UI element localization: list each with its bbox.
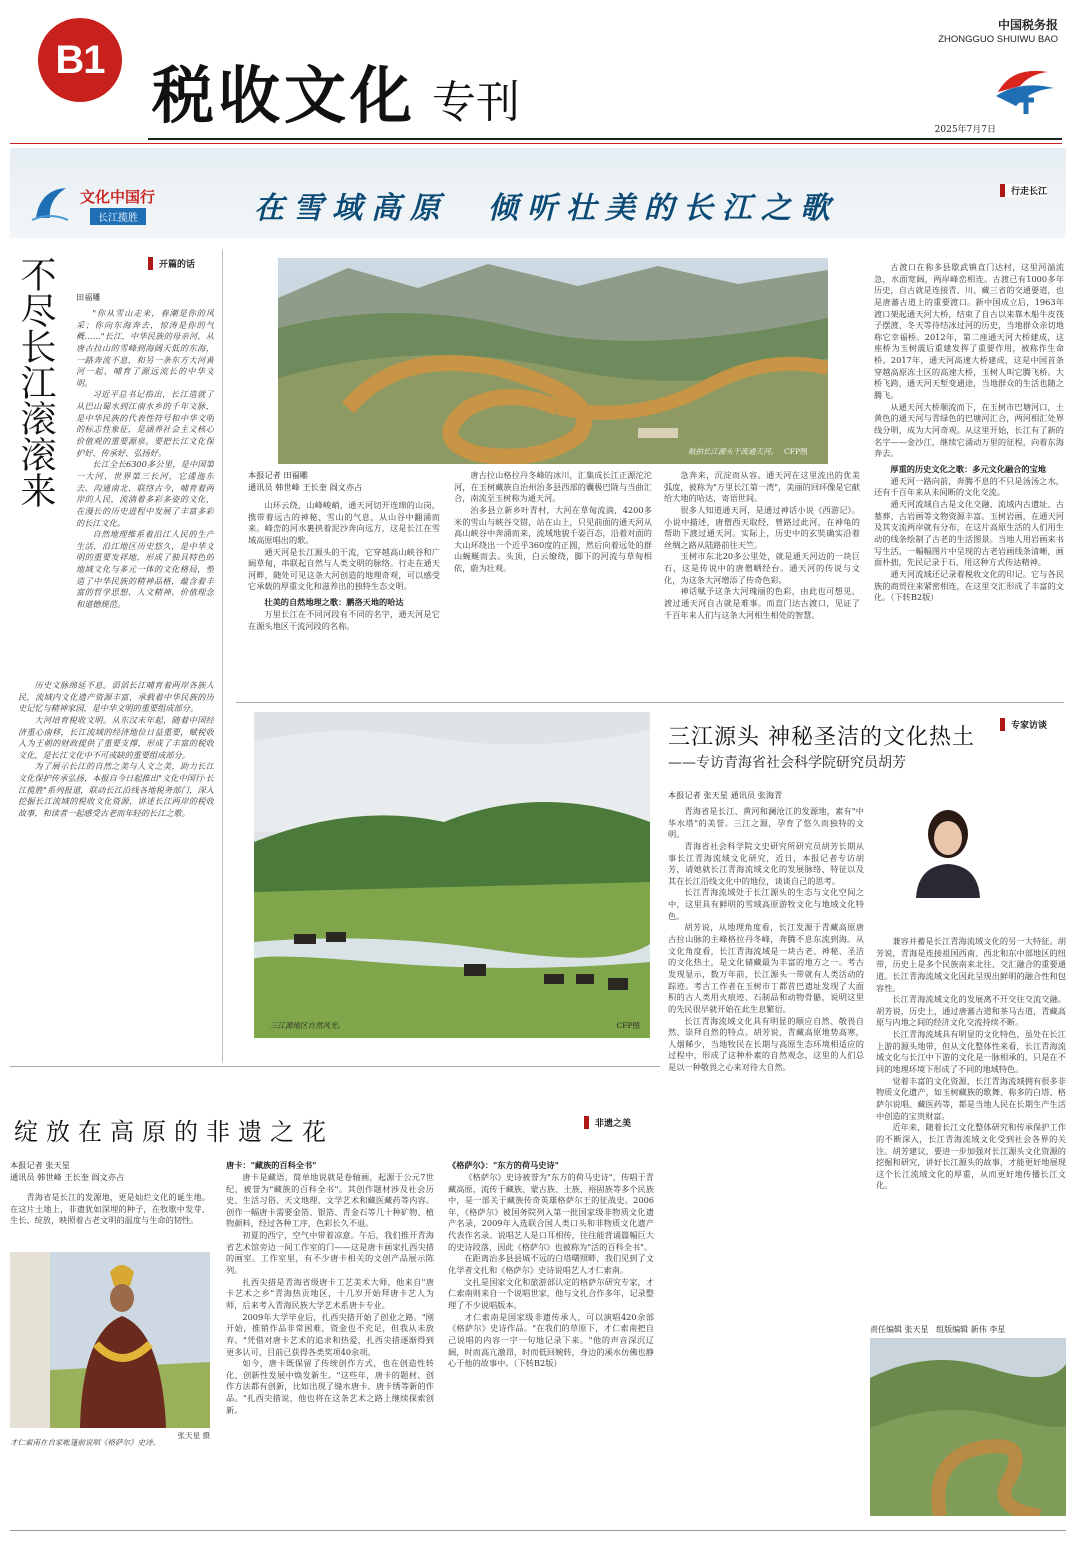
article3-byline-correspondents: 通讯员 韩世峰 王长奎 阎文亦占 bbox=[10, 1171, 125, 1182]
article1-paragraph: 治多县立新乡叶青村，大河在草甸流淌，4200多米的雪山与峡谷交错，站在山上，只见前面的通天河从高山峡谷中奔涌而来，流域地貌千姿百态，沿着对面的大山环绕出一个近乎360度的正圆，然后向着远处的群山蜿蜒而去。头顶，白云缭绕，脚下的河流与草甸相依，蔚为壮观。 bbox=[454, 504, 652, 574]
river-photo-credit: CFP图 bbox=[784, 447, 808, 456]
expert-byline: 本报记者 张天星 通讯员 张海青 bbox=[668, 790, 783, 800]
article3-paragraph: 才仁索南是国家级非遗传承人，可以演唱420余部《格萨尔》史诗作品。"在我们的草原下，才仁索南把自己说唱的内容一字一句地记录下来。"他的声音深沉辽阔，时而高亢激昂，时而低回婉转，身边的溪水仿佛也静心于他的故事中。（下转B2版） bbox=[448, 1311, 654, 1369]
brand-line2: 长江揽胜 bbox=[90, 208, 146, 225]
brand-line1: 文化中国行 bbox=[80, 188, 156, 206]
article1-byline bbox=[248, 470, 362, 494]
opener-paragraph: 习近平总书记指出，长江造就了从巴山蜀水到江南水乡的千年文脉，是中华民族的代表性符号和中华文明的标志性象征，是涵养社会主义核心价值观的重要源泉。要把长江文化保护好、传承好、弘扬好。 bbox=[76, 389, 214, 458]
river-photo-caption: 航拍长江源头干流通天河。 bbox=[688, 447, 778, 456]
brand-logo bbox=[30, 184, 170, 230]
section-title-suffix: 专刊 bbox=[432, 77, 521, 128]
opener-kicker: 开篇的话 bbox=[148, 257, 195, 270]
expert-portrait bbox=[906, 794, 990, 898]
opener-paragraph: 大河培育税收文明。从东汉末年起，随着中国经济重心南移，长江流域的经济地位日益重要，赋税收入为王朝的财政提供了重要支撑，形成了丰富的税收文化，是长江文化中不可或缺的重要组成部分。 bbox=[18, 714, 214, 760]
expert-col1 bbox=[668, 806, 864, 1312]
article3-paragraph: 在距离治多县县城不远的白塔曙照畔，我们见到了文化学者文扎和《格萨尔》史诗说唱艺人才仁索南。 bbox=[448, 1253, 654, 1276]
expert-col2 bbox=[876, 936, 1066, 1316]
article1-col3 bbox=[664, 470, 860, 696]
expert-paragraph: 近年来，随着长江文化整体研究和传承保护工作的不断深入，长江青海流域文化受到社会各界的关注。胡芳建议，要进一步加强对长江源头文化资源的挖掘和研究，讲好长江源头的故事，才能更好地展现这个长江流域文化的厚重，从而更好地传播长江文化。 bbox=[876, 1122, 1066, 1191]
article3-paragraph: 唐卡是藏语，简单地说就是卷轴画，起源于公元7世纪，被誉为"藏族的百科全书"。其创作题材涉及社会历史、生活习俗、天文地理、文学艺术和藏医藏药等内容。创作一幅唐卡需要金箔、银箔、青金石等几十种矿物、植物颜料，经过各种工序，色彩长久不退。 bbox=[226, 1171, 434, 1229]
article1-byline-correspondents: 通讯员 韩世峰 王长奎 阎文亦占 bbox=[248, 481, 363, 492]
article3-lead-paragraph: 青海省是长江的发源地，更是灿烂文化的诞生地。在这片土地上，非遗犹如深埋的种子，在牧歌中发芽、生长、绽放，映照着古老文明的温度与生命的韧性。 bbox=[10, 1192, 210, 1226]
page-number-badge bbox=[38, 18, 122, 102]
article1-paragraph: 很多人知道通天河，是通过神话小说《西游记》。小说中描述，唐僧西天取经，曾路过此河，在神龟的帮助下渡过通天河。实际上，历史中的玄奘确实沿着丝绸之路从陆路前往天竺。 bbox=[664, 504, 860, 550]
expert-title: 三江源头 神秘圣洁的文化热土 bbox=[668, 725, 975, 750]
expert-paragraph: 长江青海流域文化的发展离不开交往交流交融。胡芳说，历史上，通过唐蕃古道和茶马古道，青藏高原与内地之间的经济文化交流持续不断。 bbox=[876, 994, 1066, 1028]
article1-paragraph: 通天河是长江源头的干流，它穿越高山峡谷和广阔草甸，串联起自然与人类文明的脉络。行走在通天河畔，随处可见这条大河创造的地理奇观，可以感受它承载的厚重文化和滋养出的独特生态文明。 bbox=[248, 546, 440, 592]
masthead-rule bbox=[148, 138, 1062, 140]
article1-byline-reporter: 本报记者 田福雕 bbox=[248, 470, 308, 480]
article3-subhead-gesar: 《格萨尔》："东方的荷马史诗" bbox=[448, 1160, 559, 1170]
expert-subtitle: ——专访青海省社会科学院研究员胡芳 bbox=[668, 755, 906, 771]
article1-paragraph: 通天河流域自古是文化交融、流域内古遗址、古墓葬、古岩画等文物资源丰富。玉树岩画，在通天河及其支流两岸就有分布，在这片高原生活的人们用生动的线条绘制了古老的生活图景。当地人用岩画来书写生活，一幅幅图片中呈现的古老岩画线条清晰，画面朴拙，先民记录于石，用这种方式传达精神。 bbox=[874, 499, 1064, 568]
tax-logo bbox=[990, 62, 1060, 118]
issue-date: 2025年7月7日 bbox=[934, 125, 996, 135]
expert-paragraph: 长江青海流域文化具有明显的顺应自然、敬畏自然、崇拜自然的特点。胡芳说，青藏高原地势高寒，人烟稀少，当地牧民在长期与高原生态环境相适应的过程中，形成了这种朴素的自然观念，这里的人们总是以一种敬畏之心来对待大自然。 bbox=[668, 1015, 864, 1073]
opener-paragraph: 为了展示长江的自然之美与人文之美，助力长江文化保护传承弘扬，本报自今日起推出"文化中国行·长江揽胜"系列报道，联动长江沿线各地税务部门，深入挖掘长江流域的税收文化资源，讲述长江两岸的税收故事，和读者一起感受古老而年轻的长江之歌。 bbox=[18, 761, 214, 819]
page-footer-rule bbox=[10, 1530, 1066, 1531]
opener-paragraph: "你从雪山走来，春潮是你的风采；你向东海奔去，惊涛是你的气概……"长江，中华民族的母亲河，从唐古拉山的雪峰到海阔天低的东海，一路奔流不息，和另一条东方大河黄河一起，哺育了源远流长的中华文明。 bbox=[76, 308, 214, 388]
article3-paragraph: 2009年大学毕业后，扎西尖措开始了创业之路。"刚开始，推销作品非常困难，资金也不充足，但我从未放弃。"凭借对唐卡艺术的追求和热爱，扎西尖措逐渐得到更多认可，目前已获得各类奖项40余项。 bbox=[226, 1311, 434, 1357]
column-divider bbox=[222, 250, 223, 1062]
article3-paragraph: 扎西尖措是青海省级唐卡工艺美术大师，他来自"唐卡艺术之乡"青海热贡地区，十几岁开始拜唐卡艺人为师，后来考入青海民族大学艺术系唐卡专业。 bbox=[226, 1276, 434, 1310]
editor-credits: 责任编辑 张天星 组版编辑 新伟 李星 bbox=[870, 1325, 1006, 1334]
storyteller-caption-box bbox=[10, 1430, 210, 1466]
article1-paragraph: 急奔来，沉淀而从容。通天河在这里流出的优美弧度，被称为"万里长江第一湾"，美丽的回环像是它献给大地的哈达，寄语世间。 bbox=[664, 470, 860, 504]
expert-paragraph: 青海省社会科学院文史研究所研究员胡芳长期从事长江青海流域文化研究，近日，本报记者专访胡芳，请她就长江青海流域文化的发展脉络、特征以及其在长江沿线文化中的地位，谈谈自己的思考。 bbox=[668, 840, 864, 886]
opener-paragraph: 自然地理维系着沿江人民的生产生活，沿江地区历史悠久，是中华文明的重要发祥地，形成了独具特色的地域文化与多元一体的文化格局，塑造了中华民族的精神品格，蕴含着丰富的哲学思想、人文精神、价值理念和道德规范。 bbox=[76, 529, 214, 610]
article1-col1 bbox=[248, 500, 440, 696]
article3-col2 bbox=[226, 1160, 434, 1480]
opener-title: 不尽长江滚滚来 bbox=[15, 256, 56, 508]
article1-paragraph: 从通天河大桥顺流而下，在玉树市巴塘河口，土黄色的通天河与青绿色的巴塘河汇合，两河相汇处界线分明，成为大河奇观。从这里开始，长江有了新的名字——金沙江，继续它涌动万里的征程，向着东海奔去。 bbox=[874, 401, 1064, 459]
opener-body-cont bbox=[18, 680, 214, 1060]
article1-col2 bbox=[454, 470, 652, 696]
expert-paragraph: 长江青海流域处于长江源头的生态与文化空间之中，这里具有鲜明的雪域高原游牧文化与地域文化特色。 bbox=[668, 887, 864, 921]
section-title: 税收文化 bbox=[152, 59, 417, 132]
article3-byline bbox=[10, 1160, 124, 1184]
expert-paragraph: 胡芳说，从地理角度看，长江发源于青藏高原唐古拉山脉的主峰格拉丹冬峰，奔腾不息东流到海。从文化角度看，长江青海流域是一块古老、神秘、圣洁的文化热土，是文化储藏最为丰富的地方之一。考古发现显示，数万年前，长江源头一带就有人类活动的踪迹。考古工作者在玉树市丁都昔巴遗址发现了大面积的古人类用火痕迹、石制品和动物骨骼，说明这里的先民很早就开始在此生息繁衍。 bbox=[668, 922, 864, 1014]
section-divider bbox=[236, 702, 1064, 703]
tag-intangible-heritage: 非遗之美 bbox=[584, 1116, 631, 1129]
paper-name: 中国税务报 bbox=[997, 18, 1058, 32]
article3-lead bbox=[10, 1192, 210, 1252]
article3-paragraph: 如今，唐卡既保留了传统创作方式，也在创造性转化、创新性发展中焕发新生。"这些年，唐卡的题材、创作方法都有创新，比如出现了缝水唐卡、唐卡绣等新的作品。"扎西尖措说，他也将在这条艺术之路上继续探索创新。 bbox=[226, 1358, 434, 1415]
opener-author: 田福雕 bbox=[76, 292, 101, 302]
article1-subhead-1: 壮美的自然地理之歌：鹏洛天地的哈达 bbox=[264, 597, 404, 608]
grassland-photo bbox=[254, 712, 650, 1038]
article3-paragraph: 初夏的西宁，空气中带着凉意。午后，我们推开青海省艺术馆旁边一间工作室的门——这是唐卡画家扎西尖措的画室。工作室里，有不少唐卡相关的文创产品展示陈列。 bbox=[226, 1230, 434, 1276]
article1-paragraph: 古渡口在称多县歇武镇直门达村，这里河湍流急，水面宽阔，两岸峰峦相连。古渡已有1000多年历史，自古就是连接青、川、藏三省的交通要道，也是唐蕃古道上的重要渡口。新中国成立后，1963年渡口架起通天河大桥，结束了自古以来靠木船牛皮筏子摆渡、冬天等待结冰过河的历史，当地群众亲切地称它幸福桥。2012年，第二座通天河大桥建成，这座桥为玉树震后重建发挥了重要作用，被称作生命桥。2017年，通天河高速大桥建成，这是中国首条穿越高原冻土区的高速大桥，玉树人叫它腾飞桥。大桥飞跨，通天河天堑变通途，当地群众的生活也随之腾飞。 bbox=[874, 262, 1064, 401]
main-headline: 在雪域高原 倾听壮美的长江之歌 bbox=[254, 191, 839, 226]
article1-col4 bbox=[874, 262, 1064, 696]
expert-paragraph: 青海省是长江、黄河和澜沧江的发源地，素有"中华水塔"的美誉。三江之源，孕育了悠久而独特的文明。 bbox=[668, 806, 864, 840]
article3-paragraph: 《格萨尔》史诗被誉为"东方的荷马史诗"，传唱于青藏高原，流传于藏族、蒙古族、土族、裕固族等多个民族中，是一部关于藏族传奇英雄格萨尔王的征战史。2006年，《格萨尔》被国务院列入第一批国家级非物质文化遗产名录，2009年入选联合国人类口头和非物质文化遗产代表作名录。说唱艺人是口耳相传，往往能背诵篇幅巨大的史诗段落，因此《格萨尔》也被称为"活的百科全书"。 bbox=[448, 1171, 654, 1252]
paper-pinyin: ZHONGGUO SHUIWU BAO bbox=[938, 34, 1058, 45]
storyteller-credit: 张天星 摄 bbox=[177, 1431, 210, 1440]
article3-title: 绽放在高原的非遗之花 bbox=[14, 1118, 334, 1146]
article1-paragraph: 山环云绕，山峰峻峭，通天河切开连绵的山岗，携带着远古的神秘、雪山的气息，从山谷中翻涌而来。峰峦的河水裹挟着泥沙奔向远方，这是长江在雪域高原唱出的歌。 bbox=[248, 500, 440, 545]
article1-paragraph: 通天河流域还记录着税收文化的印记。它与各民族的商贸往来紧密相连，在这里交汇形成了丰富的文化。（下转B2版） bbox=[874, 568, 1064, 603]
article1-paragraph: 万里长江在不同河段有不同的名字，通天河是它在源头地区干流河段的名称。 bbox=[248, 609, 440, 631]
grassland-credit: CFP图 bbox=[616, 1021, 640, 1030]
storyteller-photo bbox=[10, 1252, 210, 1428]
expert-paragraph: 觉着丰富的文化资源，长江青海流域拥有很多非物质文化遗产，如玉树藏族的歌舞、称多的白塔、格萨尔说唱、藏医药等，都是当地人民在长期生产生活中创造的宝贵财富。 bbox=[876, 1075, 1066, 1121]
article3-byline-reporter: 本报记者 张天星 bbox=[10, 1160, 70, 1170]
expert-paragraph: 长江青海流域具有明显的文化特色，虽处在长江上游的源头地带，但从文化整体性来看，长江青海流域文化与长江中下游的文化是一脉相承的，只是在不同的地理环境下形成了不同的地域特色。 bbox=[876, 1029, 1066, 1075]
expert-paragraph: 兼容并蓄是长江青海流域文化的另一大特征。胡芳说，青海是连接祖国西南、西北和东中部地区的纽带，历史上是多个民族南来北往、交汇融合的重要通道。长江青海流域文化因此呈现出鲜明的融合性和包容性。 bbox=[876, 936, 1066, 993]
opener-paragraph: 历史文脉绵延不息。滔滔长江哺育着两岸各族人民，流域内文化遗产资源丰富，承载着中华民族的历史记忆与精神家园，是中华文明的重要组成部分。 bbox=[18, 680, 214, 714]
page-number: B1 bbox=[55, 37, 105, 82]
river-valley-photo bbox=[870, 1338, 1066, 1516]
grassland-caption: 三江源地区自然风光。 bbox=[270, 1021, 345, 1030]
article1-paragraph: 通天河一路向前，奔腾不息的不只是汤汤之水，还有千百年来从未间断的文化交流。 bbox=[874, 475, 1064, 498]
article1-paragraph: 唐古拉山格拉丹冬峰的冰川，汇集成长江正源沱沱河，在玉树藏族自治州治多县西部的囊极巴陇与当曲汇合，南流至玉树称为通天河。 bbox=[454, 470, 652, 504]
opener-body bbox=[76, 308, 214, 676]
article1-subhead-2: 厚重的历史文化之歌：多元文化融合的宝地 bbox=[890, 463, 1046, 474]
masthead-red-rule bbox=[10, 143, 1062, 144]
article1-paragraph: 玉树市东北20多公里处，就是通天河边的一块巨石，这是传说中的唐僧晒经台。通天河的传说与文化，为这条大河增添了传奇色彩。 bbox=[664, 551, 860, 585]
article3-col3 bbox=[448, 1160, 654, 1480]
article1-paragraph: 神话赋予这条大河瑰丽的色彩，由此也可想见，渡过通天河自古就是难事。而直门达古渡口，见证了千百年来人们与这条大河相生相处的智慧。 bbox=[664, 586, 860, 620]
tag-expert-interview: 专家访谈 bbox=[1000, 718, 1047, 731]
section-divider bbox=[10, 1066, 660, 1067]
article3-paragraph: 文扎是国家文化和旅游部认定的格萨尔研究专家，才仁索南则来自一个说唱世家，他与文扎合作多年，记录整理了不少说唱版本。 bbox=[448, 1276, 654, 1310]
opener-paragraph: 长江全长6300多公里，是中国第一大河、世界第三长河，它逶迤东去、沟通南北、联络古今，哺育着两岸的人民，流淌着多彩多姿的文化，在漫长的历史进程中发展了丰富多彩的长江文化。 bbox=[76, 459, 214, 528]
tag-walk-changjiang: 行走长江 bbox=[1000, 184, 1047, 197]
masthead-title-group bbox=[152, 46, 520, 135]
storyteller-caption: 才仁索南在自家帐篷前说唱《格萨尔》史诗。 bbox=[10, 1438, 160, 1447]
river-bend-photo bbox=[278, 258, 828, 464]
article3-subhead-thangka: 唐卡："藏族的百科全书" bbox=[226, 1160, 317, 1170]
